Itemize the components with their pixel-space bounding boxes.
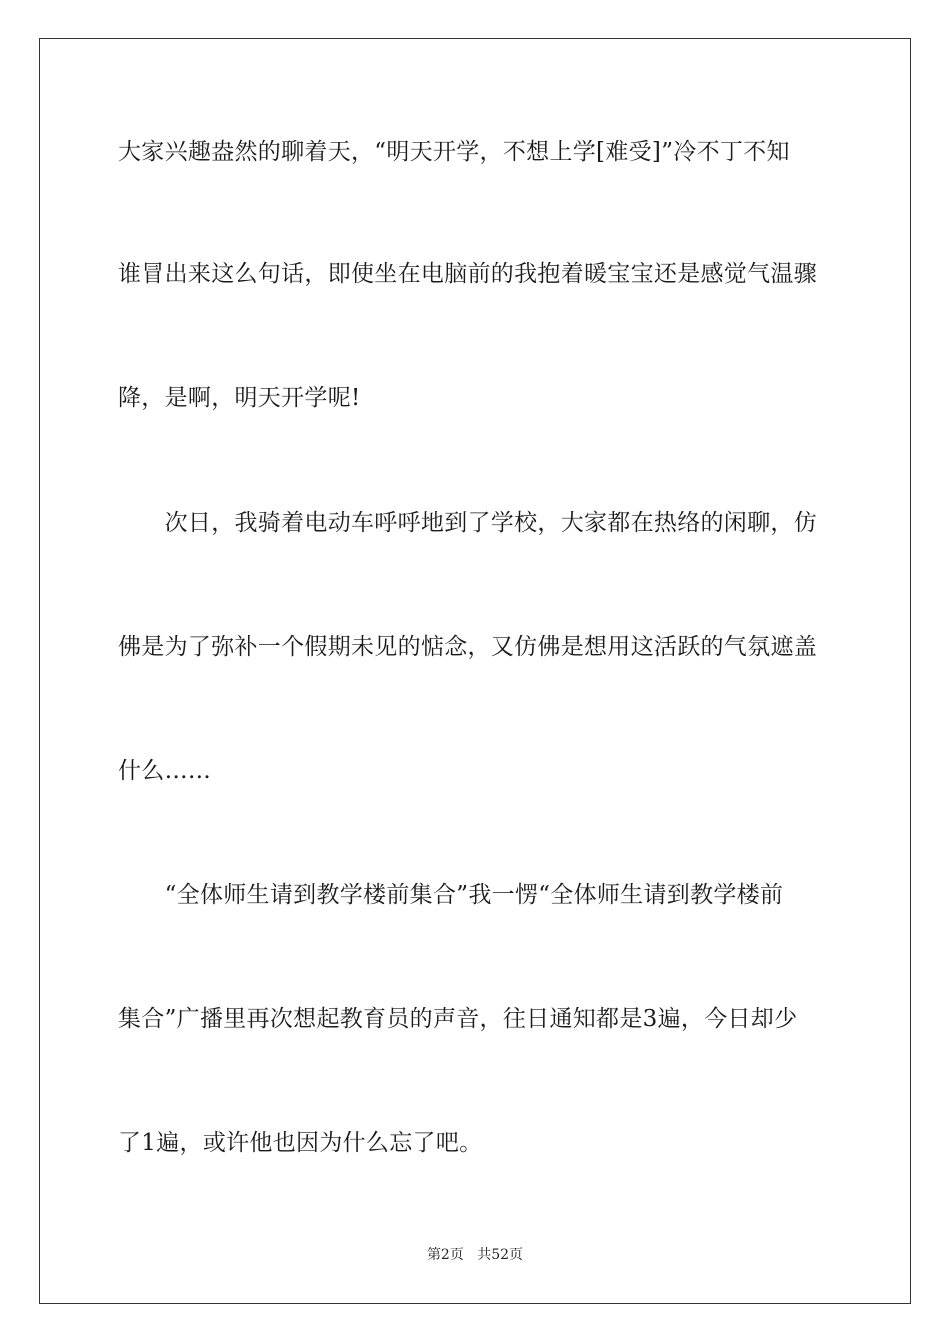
page-number: 第2页: [426, 1247, 464, 1263]
paragraph-line: 佛是为了弥补一个假期未见的惦念，又仿佛是想用这活跃的气氛遮盖: [118, 634, 817, 660]
paragraph-line: 降，是啊，明天开学呢!: [118, 385, 361, 411]
paragraph-line: 大家兴趣盎然的聊着天，“明天开学，不想上学[难受]”冷不丁不知: [118, 139, 790, 165]
page-footer: [0, 1244, 950, 1264]
page-total: 共52页: [477, 1247, 524, 1263]
paragraph-line: 次日，我骑着电动车呼呼地到了学校，大家都在热络的闲聊，仿: [118, 510, 817, 536]
page-border: [39, 38, 911, 1304]
paragraph-line: 集合”广播里再次想起教育员的声音，往日通知都是3遍，今日却少: [118, 1006, 798, 1032]
paragraph-line: 谁冒出来这么句话，即使坐在电脑前的我抱着暖宝宝还是感觉气温骤: [118, 261, 817, 287]
paragraph-line: 什么……: [118, 758, 212, 784]
paragraph-line: 了1遍，或许他也因为什么忘了吧。: [118, 1130, 483, 1156]
paragraph-line: “全体师生请到教学楼前集合”我一愣“全体师生请到教学楼前: [118, 882, 784, 908]
